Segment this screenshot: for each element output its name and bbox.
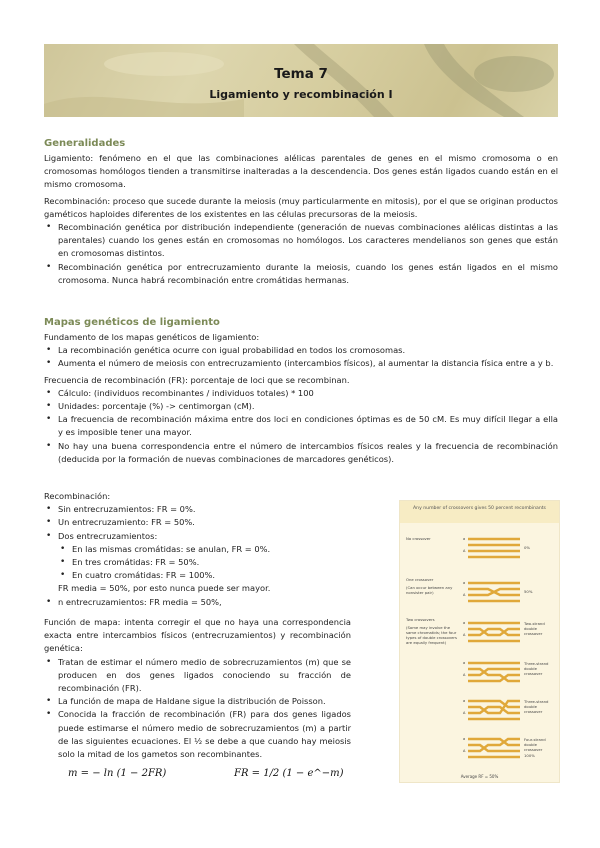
svg-text:a: a	[463, 621, 466, 625]
list-item: • La recombinación genética ocurre con igual probabilidad en todos los cromosomas.	[44, 344, 558, 357]
svg-text:A: A	[463, 749, 466, 753]
label-one-crossover: One crossover	[406, 577, 434, 582]
paragraph-fr: Frecuencia de recombinación (FR): porcentaje de loci que se recombinan.	[44, 374, 350, 385]
list-item: • En cuatro cromátidas: FR = 100%.	[44, 569, 351, 582]
section-generalidades-body	[44, 152, 558, 287]
svg-text:A: A	[463, 633, 466, 637]
list-item: • En las mismas cromátidas: se anulan, FR = 0%.	[44, 543, 351, 556]
no-crossover-chromatids	[468, 539, 520, 557]
svg-text:a: a	[463, 699, 466, 703]
label-double-4: Four-strand double crossover	[524, 737, 546, 752]
paragraph-fundamento: Fundamento de los mapas genéticos de ligamiento:	[44, 332, 260, 342]
label-no-crossover: No crossover	[406, 536, 431, 541]
crossover-figure	[399, 500, 560, 783]
fr-list	[44, 387, 558, 466]
figure-footer: Average RF = 50%	[460, 774, 499, 779]
section-funcion-mapa	[44, 616, 351, 761]
list-item: • Recombinación genética por distribución independiente (generación de nuevas combinaciones alélicas distintas a las parentales) cuando los genes están en cromosomas no homólogos. Los caracteres mendelianos son genes que están en cromosomas distintos.	[44, 221, 558, 261]
list-item: • Conocida la fracción de recombinación (FR) para dos genes ligados puede estimarse el número medio de sobrecruzamientos (m) a partir de las siguientes ecuaciones. El ½ se debe a que cuando hay meiosis solo la mitad de los gametos son recombinantes.	[44, 708, 351, 761]
equation-haldane-m: m = − ln (1 − 2FR)	[68, 768, 167, 779]
section-mapas-body	[44, 331, 558, 466]
one-crossover-chromatids	[468, 583, 520, 601]
recombinacion-list	[44, 503, 351, 582]
section-heading-mapas: Mapas genéticos de ligamiento	[44, 317, 220, 328]
list-item: • Cálculo: (individuos recombinantes / individuos totales) * 100	[44, 387, 558, 400]
equation-haldane-fr: FR = 1/2 (1 − e^−m)	[234, 768, 344, 779]
label-one-crossover-note: (Can occur between any nonsister pair)	[406, 585, 453, 595]
list-item: • Sin entrecruzamientos: FR = 0%.	[44, 503, 351, 516]
paragraph-recombinacion: Recombinación: proceso que sucede durante la meiosis (muy particularmente en mitosis), por el que se originan productos gaméticos haploides diferentes de los existentes en las células precursoras de la meiosis.	[44, 195, 558, 219]
section-heading-generalidades: Generalidades	[44, 138, 126, 149]
figure-header: Any number of crossovers gives 50 percent recombinants	[400, 501, 559, 523]
list-item: • En tres cromátidas: FR = 50%.	[44, 556, 351, 569]
two-crossover-a	[468, 623, 520, 641]
list-item: • Un entrecruzamiento: FR = 50%.	[44, 516, 351, 529]
fr-media-note: FR media = 50%, por esto nunca puede ser mayor.	[58, 583, 271, 594]
section-recombinacion	[44, 490, 351, 609]
list-item: • La función de mapa de Haldane sigue la distribución de Poisson.	[44, 695, 351, 708]
label-pct-50-a: 50%	[524, 589, 533, 594]
svg-text:a: a	[463, 737, 466, 741]
svg-text:A: A	[463, 549, 466, 553]
fundamento-list	[44, 344, 558, 370]
list-item: • La frecuencia de recombinación máxima entre dos loci en condiciones óptimas es de 50 cM. Es muy difícil llegar a ella y es imposible tener una mayor.	[44, 413, 558, 439]
svg-text:A: A	[463, 673, 466, 677]
svg-text:a: a	[463, 661, 466, 665]
funcion-mapa-list	[44, 656, 351, 762]
label-pct-0: 0%	[524, 545, 531, 550]
label-two-crossovers-note: (Some may involve the same chromatids; the four types of double crossovers are equally frequent)	[406, 625, 457, 645]
list-item: • No hay una buena correspondencia entre el número de intercambios físicos reales y la frecuencia de recombinación (deducida por la formación de nuevas combinaciones de marcadores genéticos).	[44, 440, 558, 466]
paragraph-funcion-mapa: Función de mapa: intenta corregir el que no haya una correspondencia exacta entre intercambios físicos (entrecruzamientos) y recombinación genética:	[44, 617, 351, 654]
svg-text:A: A	[463, 711, 466, 715]
label-two-crossovers: Two crossovers	[406, 617, 435, 622]
list-item: • Dos entrecruzamientos:	[44, 530, 351, 543]
list-item: • Unidades: porcentaje (%) -> centimorgan (cM).	[44, 400, 558, 413]
label-double-1: Two-strand double crossover	[524, 621, 545, 636]
header-banner	[44, 44, 558, 117]
paragraph-recombinacion-intro: Recombinación:	[44, 491, 111, 501]
paragraph-ligamiento: Ligamiento: fenómeno en el que las combinaciones alélicas parentales de genes en el mismo cromosoma o en cromosomas homólogos tienden a transmitirse inalteradas a la descendencia. Dos genes están ligados cuando están en el mismo cromosoma.	[44, 153, 558, 190]
svg-text:a: a	[463, 537, 466, 541]
list-item: • Aumenta el número de meiosis con entrecruzamiento (intercambios físicos), al aumentar la distancia física entre a y b.	[44, 357, 558, 370]
list-item: • Recombinación genética por entrecruzamiento durante la meiosis, cuando los genes están ligados en el mismo cromosoma. Nunca habrá recombinación entre cromátidas hermanas.	[44, 261, 558, 287]
recombinacion-list-end	[44, 596, 351, 609]
recombination-types-list	[44, 221, 558, 287]
chapter-subtitle: Ligamiento y recombinación I	[209, 88, 393, 101]
two-crossover-c	[468, 701, 520, 719]
list-item: • n entrecruzamientos: FR media = 50%,	[44, 596, 351, 609]
svg-text:a: a	[463, 581, 466, 585]
label-double-3: Three-strand double crossover	[524, 699, 549, 714]
list-item: • Tratan de estimar el número medio de sobrecruzamientos (m) que se producen en dos genes ligados conociendo su fracción de recombinación (FR).	[44, 656, 351, 696]
svg-text:A: A	[463, 593, 466, 597]
locus-letters	[463, 537, 466, 753]
label-pct-100: 100%	[524, 753, 535, 758]
two-crossover-d	[468, 739, 520, 757]
chapter-title: Tema 7	[274, 66, 328, 82]
two-crossover-b	[468, 663, 520, 681]
label-double-2: Three-strand double crossover	[524, 661, 549, 676]
